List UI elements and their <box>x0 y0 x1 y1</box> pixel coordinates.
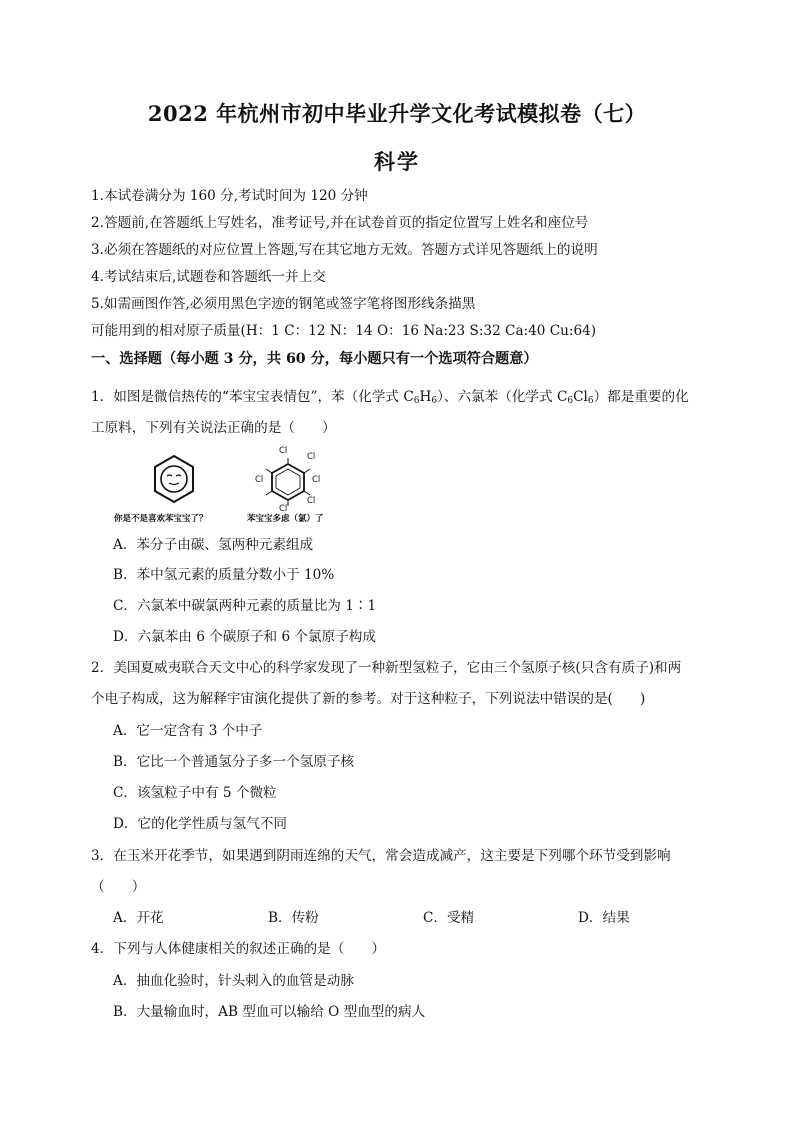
cl-label-bottom-left: Cl <box>279 504 288 514</box>
q2-option-b: B．它比一个普通氢分子多一个氢原子核 <box>113 754 355 770</box>
question-2-stem-cont: 个电子构成，这为解释宇宙演化提供了新的参考。对于这种粒子，下列说法中错误的是( ) <box>91 691 646 707</box>
subject-title: 科学 <box>374 149 420 174</box>
benzene-meme-figure <box>114 448 354 528</box>
hexachlorobenzene-icon <box>266 458 310 506</box>
q3-option-b: B．传粉 <box>268 910 319 926</box>
q4-option-b: B．大量输血时，AB 型血可以输给 O 型血型的病人 <box>113 1004 426 1020</box>
q2-option-d: D．它的化学性质与氢气不同 <box>113 816 288 832</box>
cl-label-left: Cl <box>255 475 264 485</box>
cl-label-right: Cl <box>312 475 321 485</box>
question-1-stem-cont: 工原料，下列有关说法正确的是（ ） <box>91 420 336 436</box>
question-3-stem: 3．在玉米开花季节，如果遇到阴雨连绵的天气，常会造成减产，这主要是下列哪个环节受到影响 <box>91 848 671 864</box>
figure-caption-left: 你是不是喜欢苯宝宝了？ <box>114 514 208 524</box>
instruction-4: 4.考试结束后,试题卷和答题纸一并上交 <box>91 269 326 285</box>
q3-option-d: D．结果 <box>578 910 630 926</box>
q4-option-a: A．抽血化验时，针头刺入的血管是动脉 <box>113 973 354 989</box>
exam-title: 2022 年杭州市初中毕业升学文化考试模拟卷（七） <box>147 101 647 126</box>
question-4-stem: 4．下列与人体健康相关的叙述正确的是（ ） <box>91 941 386 957</box>
q2-option-c: C．该氢粒子中有 5 个微粒 <box>113 785 277 801</box>
question-1-stem: 1．如图是微信热传的“苯宝宝表情包”，苯（化学式 $C_6H_6$）、六氯苯（化学式 $C_6Cl_6$）都是重要的化 <box>91 389 689 406</box>
q1-option-a: A．苯分子由碳、氢两种元素组成 <box>113 537 314 553</box>
question-2-stem: 2．美国夏威夷联合天文中心的科学家发现了一种新型氢粒子，它由三个氢原子核(只含有质子)和两 <box>91 660 682 676</box>
section-heading: 一、选择题（每小题 3 分，共 60 分，每小题只有一个选项符合题意） <box>91 351 538 367</box>
figure-caption-right: 苯宝宝多虑（氯）了 <box>247 514 324 524</box>
question-3-stem-cont: （ ） <box>91 879 146 895</box>
atomic-mass-note: 可能用到的相对原子质量(H：1 C：12 N：14 O：16 Na:23 S:32 Ca:40 Cu:64) <box>91 323 597 339</box>
q1-option-c: C．六氯苯中碳氯两种元素的质量比为 1∶1 <box>113 598 377 614</box>
q3-option-c: C．受精 <box>423 910 475 926</box>
instruction-5: 5.如需画图作答,必须用黑色字迹的钢笔或签字笔将图形线条描黑 <box>91 296 476 312</box>
q1-option-b: B．苯中氢元素的质量分数小于 10% <box>113 567 335 583</box>
benzene-face-icon <box>155 456 193 502</box>
cl-label-top-right: Cl <box>307 452 316 462</box>
cl-label-top-left: Cl <box>279 446 288 456</box>
cl-label-bottom-right: Cl <box>307 496 316 506</box>
instruction-3: 3.必须在答题纸的对应位置上答题,写在其它地方无效。答题方式详见答题纸上的说明 <box>91 242 598 258</box>
q1-option-d: D．六氯苯由 6 个碳原子和 6 个氯原子构成 <box>113 629 376 645</box>
q3-option-a: A．开花 <box>113 910 164 926</box>
instruction-1: 1.本试卷满分为 160 分,考试时间为 120 分钟 <box>91 188 368 204</box>
q2-option-a: A．它一定含有 3 个中子 <box>113 723 263 739</box>
instruction-2: 2.答题前,在答题纸上写姓名，准考证号,并在试卷首页的指定位置写上姓名和座位号 <box>91 215 589 231</box>
